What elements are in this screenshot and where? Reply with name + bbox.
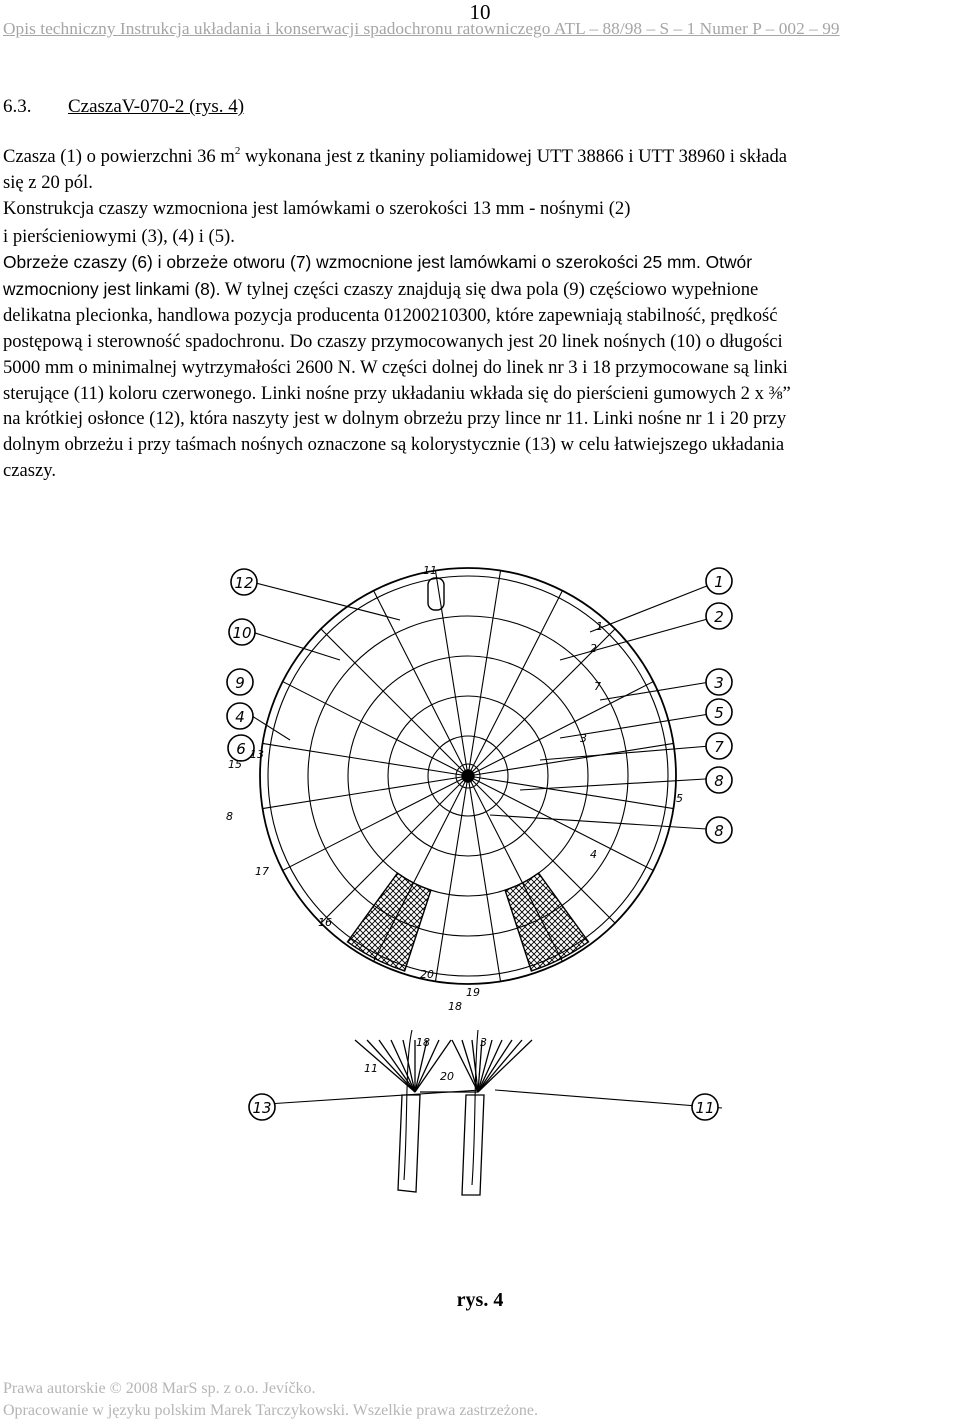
leader-line: [560, 615, 722, 660]
callout-number: 6: [236, 740, 246, 758]
suspension-line: [391, 1040, 415, 1092]
body-line: delikatna plecionka, handlowa pozycja producenta 01200210300, które zapewniają stabilność, prędkość: [3, 305, 778, 326]
hatched-panel: [505, 873, 588, 971]
hatched-panel: [348, 873, 431, 971]
text-run: W tylnej części czaszy znajdują się dwa pola (9) częściowo wypełnione: [220, 279, 759, 300]
text-run: W części dolnej do linek nr 3 i 18 przymocowane są linki: [355, 357, 788, 378]
handwritten-label: 18: [448, 1000, 462, 1013]
body-line: i pierścieniowymi (3), (4) i (5).: [3, 226, 235, 247]
steering-line: [404, 1030, 412, 1180]
superscript: 2: [234, 145, 241, 157]
handwritten-label: 2: [590, 642, 597, 655]
leader-line: [520, 778, 722, 790]
text-run: Linki nośne przy układaniu wkłada się do pierścieni gumowych 2 x ⅜”: [256, 383, 791, 404]
callout-number: 3: [714, 674, 724, 692]
figure-caption: rys. 4: [456, 1289, 504, 1311]
callout-number: 10: [232, 624, 252, 642]
leader-line: [490, 815, 722, 830]
text-run: sterujące (11) koloru czerwonego.: [3, 383, 257, 404]
body-line: Konstrukcja czaszy wzmocniona jest lamówkami o szerokości 13 mm - nośnymi (2): [3, 198, 631, 219]
running-header-text: Opis techniczny Instrukcja układania i konserwacji spadochronu ratowniczego ATL – 88/98 – S – 1 Numer P – 002 – 99: [3, 19, 840, 38]
handwritten-label: 1: [596, 620, 603, 633]
leader-line: [590, 580, 722, 632]
handwritten-label: 16: [318, 916, 332, 929]
handwritten-label: 13: [250, 748, 264, 761]
section-title: CzaszaV-070-2 (rys. 4): [68, 96, 245, 117]
handwritten-label: 18: [416, 1036, 430, 1049]
pilot-pocket: [428, 578, 444, 610]
body-line: dolnym obrzeżu i przy taśmach nośnych oznaczone są kolorystycznie (13) w celu łatwiejszego układania: [3, 434, 785, 455]
leader-line: [495, 1090, 722, 1108]
callout-number: 11: [695, 1099, 715, 1117]
callout-number: 2: [714, 608, 724, 626]
page-number: 10: [469, 0, 491, 24]
callout-number: 9: [235, 674, 245, 692]
footer-copyright: Prawa autorskie © 2008 MarS sp. z o.o. Jevíčko.: [3, 1380, 316, 1397]
text-run: postępową i sterowność spadochronu.: [3, 331, 285, 352]
body-line: się z 20 pól.: [3, 172, 93, 193]
callout-number: 13: [252, 1099, 272, 1117]
handwritten-label: 20: [420, 968, 434, 981]
handwritten-label: 4: [590, 848, 597, 861]
body-line: czaszy.: [3, 460, 56, 481]
callout-number: 12: [234, 574, 254, 592]
handwritten-label: 17: [255, 865, 269, 878]
callout-number: 8: [714, 822, 724, 840]
handwritten-label: 3: [580, 732, 587, 745]
handwritten-label: 11: [364, 1062, 378, 1075]
canopy-drawing: [252, 568, 722, 1108]
text-run: Linki nośne nr 1 i 20 przy: [588, 408, 787, 429]
callout-number: 7: [714, 738, 724, 756]
text-run: na krótkiej osłonce (12), która naszyty jest w dolnym obrzeżu przy lince nr 11.: [3, 408, 589, 429]
callout-number: 1: [714, 573, 724, 591]
riser-right: [462, 1095, 484, 1195]
handwritten-label: 3: [480, 1036, 487, 1049]
vent-hub: [462, 770, 474, 782]
section-number: 6.3.: [3, 96, 32, 117]
handwritten-label: 20: [440, 1070, 454, 1083]
radial-line: [321, 629, 468, 776]
leader-line: [252, 632, 340, 660]
text-run: Do czaszy przymocowanych jest 20 linek nośnych (10) o długości: [284, 331, 783, 352]
riser-left: [398, 1095, 420, 1192]
callout-number: 8: [714, 772, 724, 790]
text-run: Czasza (1) o powierzchni 36 m: [3, 146, 235, 167]
handwritten-label: 11: [423, 564, 437, 577]
leader-line: [540, 745, 722, 760]
handwritten-label: 5: [676, 792, 683, 805]
text-run: 5000 mm o minimalnej wytrzymałości 2600 N.: [3, 357, 356, 378]
handwritten-label: 19: [466, 986, 480, 999]
handwritten-label: 15: [228, 758, 242, 771]
callout-number: 5: [714, 704, 724, 722]
body-line: Obrzeże czaszy (6) i obrzeże otworu (7) wzmocnione jest lamówkami o szerokości 25 mm. Otwór: [3, 252, 752, 272]
handwritten-label: 8: [226, 810, 233, 823]
text-run: wykonana jest z tkaniny poliamidowej UTT 38866 i UTT 38960 i składa: [240, 146, 788, 167]
handwritten-label: 7: [594, 680, 601, 693]
text-run: wzmocniony jest linkami (8).: [3, 279, 221, 299]
callout-number: 4: [235, 708, 245, 726]
riser-detail: [355, 1030, 532, 1195]
leader-line: [252, 716, 290, 740]
footer-credits: Opracowanie w języku polskim Marek Tarczykowski. Wszelkie prawa zastrzeżone.: [3, 1402, 538, 1419]
